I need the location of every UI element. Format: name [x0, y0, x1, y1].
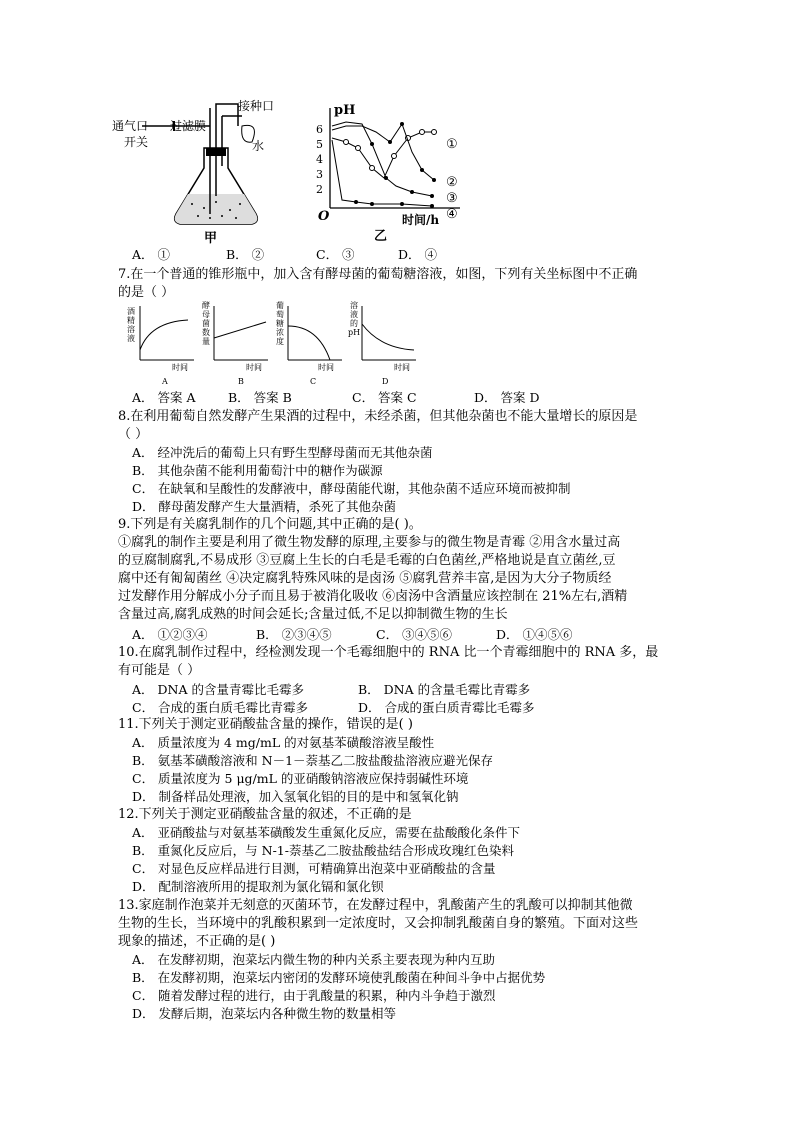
- q10-stem-cont: 有可能是（ ）: [118, 663, 201, 678]
- graph-d-id: D: [382, 377, 389, 386]
- figure-yi-title: 乙: [374, 229, 388, 244]
- option-c[interactable]: C． 随着发酵过程的进行，由于乳酸量的积累，种内斗争趋于激烈: [132, 988, 496, 1003]
- option-d[interactable]: D． 答案 D: [474, 390, 540, 405]
- figure-jia: [112, 96, 292, 246]
- graph-d-ylabel: 溶液的 pH: [348, 301, 361, 337]
- label-inoculation: 接种口: [238, 99, 275, 113]
- q13-stem: 13.家庭制作泡菜并无刻意的灭菌环节，在发酵过程中，乳酸菌产生的乳酸可以抑制其他微: [118, 898, 633, 913]
- label-water: 水: [252, 139, 265, 153]
- graph-b-ylabel: 酵母菌数量: [202, 301, 210, 346]
- q10-stem: 10.在腐乳制作过程中，经检测发现一个毛霉细胞中的 RNA 比一个青霉细胞中的 RNA 多，最: [118, 645, 659, 660]
- option-c[interactable]: C． 合成的蛋白质毛霉比青霉多: [132, 700, 309, 715]
- option-c[interactable]: C． 质量浓度为 5 μg/mL 的亚硝酸钠溶液应保持弱碱性环境: [132, 771, 469, 786]
- graph-a-id: A: [162, 377, 168, 386]
- q8-stem-cont: （ ）: [118, 427, 149, 442]
- option-b[interactable]: B． ②: [226, 247, 265, 262]
- q12-stem: 12.下列关于测定亚硝酸盐含量的叙述，不正确的是: [118, 807, 412, 822]
- q9-body-line: ①腐乳的制作主要是利用了微生物发酵的原理,主要参与的微生物是青霉 ②用含水量过高: [118, 535, 621, 550]
- option-c[interactable]: C． ③: [316, 247, 355, 262]
- q7-stem: 7.在一个普通的锥形瓶中，加入含有酵母菌的葡萄糖溶液，如图，下列有关坐标图中不正确: [118, 267, 638, 282]
- option-b[interactable]: B． 其他杂菌不能利用葡萄汁中的糖作为碳源: [132, 463, 383, 478]
- q7-options: [0, 388, 794, 406]
- option-a[interactable]: A． 质量浓度为 4 mg/mL 的对氨基苯磺酸溶液呈酸性: [132, 735, 435, 750]
- q10-options-row1: [0, 680, 794, 698]
- q8-stem: 8.在利用葡萄自然发酵产生果酒的过程中，未经杀菌，但其他杂菌也不能大量增长的原因是: [118, 409, 638, 424]
- option-c[interactable]: C． 答案 C: [352, 390, 417, 405]
- option-b[interactable]: B． 答案 B: [228, 390, 292, 405]
- option-a[interactable]: A． 在发酵初期，泡菜坛内微生物的种内关系主要表现为种内互助: [132, 952, 496, 967]
- option-b[interactable]: B． 在发酵初期，泡菜坛内密闭的发酵环境使乳酸菌在种间斗争中占据优势: [132, 970, 546, 985]
- y-tick: 4: [316, 153, 323, 166]
- y-tick: 2: [316, 183, 323, 196]
- q13-stem-cont: 现象的描述，不正确的是( ): [118, 934, 276, 949]
- q9-stem: 9.下列是有关腐乳制作的几个问题,其中正确的是( )。: [118, 517, 422, 532]
- option-d[interactable]: D． 酵母菌发酵产生大量酒精，杀死了其他杂菌: [132, 499, 396, 514]
- label-filter: 过滤膜: [170, 119, 207, 133]
- option-d[interactable]: D． ④: [398, 247, 437, 262]
- figure-jia-title: 甲: [204, 231, 218, 246]
- y-tick: 6: [316, 123, 323, 136]
- label-inlet: 通气口: [112, 119, 149, 133]
- option-b[interactable]: B． 氨基苯磺酸溶液和 N－1－萘基乙二胺盐酸盐溶液应避光保存: [132, 753, 494, 768]
- graph-c-ylabel: 葡萄糖浓度: [276, 301, 284, 346]
- option-a[interactable]: A． 答案 A: [132, 390, 196, 405]
- curve-label: ④: [446, 207, 458, 222]
- option-b[interactable]: B． ②③④⑤: [256, 627, 332, 642]
- option-d[interactable]: D． 制备样品处理液，加入氢氧化铝的目的是中和氢氧化钠: [132, 789, 459, 804]
- curve-label: ①: [446, 137, 458, 152]
- q9-options: [0, 625, 794, 643]
- option-d[interactable]: D． 合成的蛋白质青霉比毛霉多: [358, 700, 535, 715]
- option-a[interactable]: A． ①: [132, 247, 171, 262]
- graph-b-xlabel: 时间: [246, 363, 262, 372]
- y-axis-label: pH: [334, 103, 356, 118]
- option-b[interactable]: B． DNA 的含量毛霉比青霉多: [358, 682, 531, 697]
- q9-body-line: 含量过高,腐乳成熟的时间会延长;含量过低,不足以抑制微生物的生长: [118, 607, 508, 622]
- graph-c-id: C: [310, 377, 317, 386]
- option-d[interactable]: D． 配制溶液所用的提取剂为氯化镉和氯化钡: [132, 879, 384, 894]
- graph-b-id: B: [238, 377, 244, 386]
- q10-options-row2: [0, 698, 794, 716]
- option-b[interactable]: B． 重氮化反应后，与 N-1-萘基乙二胺盐酸盐结合形成玫瑰红色染料: [132, 843, 514, 858]
- graph-d-xlabel: 时间: [394, 363, 410, 372]
- option-a[interactable]: A． ①②③④: [132, 627, 208, 642]
- option-a[interactable]: A． DNA 的含量青霉比毛霉多: [132, 682, 304, 697]
- option-c[interactable]: C． 对显色反应样品进行目测，可精确算出泡菜中亚硝酸盐的含量: [132, 861, 496, 876]
- q11-stem: 11.下列关于测定亚硝酸盐含量的操作，错误的是( ): [118, 717, 413, 732]
- q7-graphs: [118, 300, 418, 390]
- graph-a-xlabel: 时间: [172, 363, 188, 372]
- q9-body-line: 过发酵作用分解成小分子而且易于被消化吸收 ⑥卤汤中含酒量应该控制在 21%左右,酒精: [118, 589, 628, 604]
- q6-options: [0, 245, 794, 263]
- y-tick: 5: [316, 138, 323, 151]
- option-a[interactable]: A． 亚硝酸盐与对氨基苯磺酸发生重氮化反应，需要在盐酸酸化条件下: [132, 825, 521, 840]
- q9-body-line: 腐中还有匍匐菌丝 ④决定腐乳特殊风味的是卤汤 ⑤腐乳营养丰富,是因为大分子物质经: [118, 571, 612, 586]
- origin-label: O: [318, 209, 330, 224]
- curve-label: ②: [446, 175, 458, 190]
- option-a[interactable]: A． 经冲洗后的葡萄上只有野生型酵母菌而无其他杂菌: [132, 445, 433, 460]
- y-tick: 3: [316, 168, 323, 181]
- option-d[interactable]: D． 发酵后期，泡菜坛内各种微生物的数量相等: [132, 1006, 396, 1021]
- q9-body-line: 的豆腐制腐乳,不易成形 ③豆腐上生长的白毛是毛霉的白色菌丝,严格地说是直立菌丝,豆: [118, 553, 616, 568]
- curve-label: ③: [446, 191, 458, 206]
- q13-stem-cont: 生物的生长，当环境中的乳酸积累到一定浓度时，又会抑制乳酸菌自身的繁殖。下面对这些: [118, 916, 639, 931]
- option-d[interactable]: D． ①④⑤⑥: [496, 627, 573, 642]
- q7-stem-cont: 的是（ ）: [118, 285, 175, 300]
- graph-c-xlabel: 时间: [318, 363, 334, 372]
- x-axis-label: 时间/h: [402, 213, 440, 227]
- label-switch: 开关: [124, 135, 149, 149]
- option-c[interactable]: C． 在缺氧和呈酸性的发酵液中，酵母菌能代谢，其他杂菌不适应环境而被抑制: [132, 481, 571, 496]
- graph-a-ylabel: 酒精溶液: [127, 307, 135, 343]
- figure-yi: [312, 96, 472, 246]
- option-c[interactable]: C． ③④⑤⑥: [376, 627, 453, 642]
